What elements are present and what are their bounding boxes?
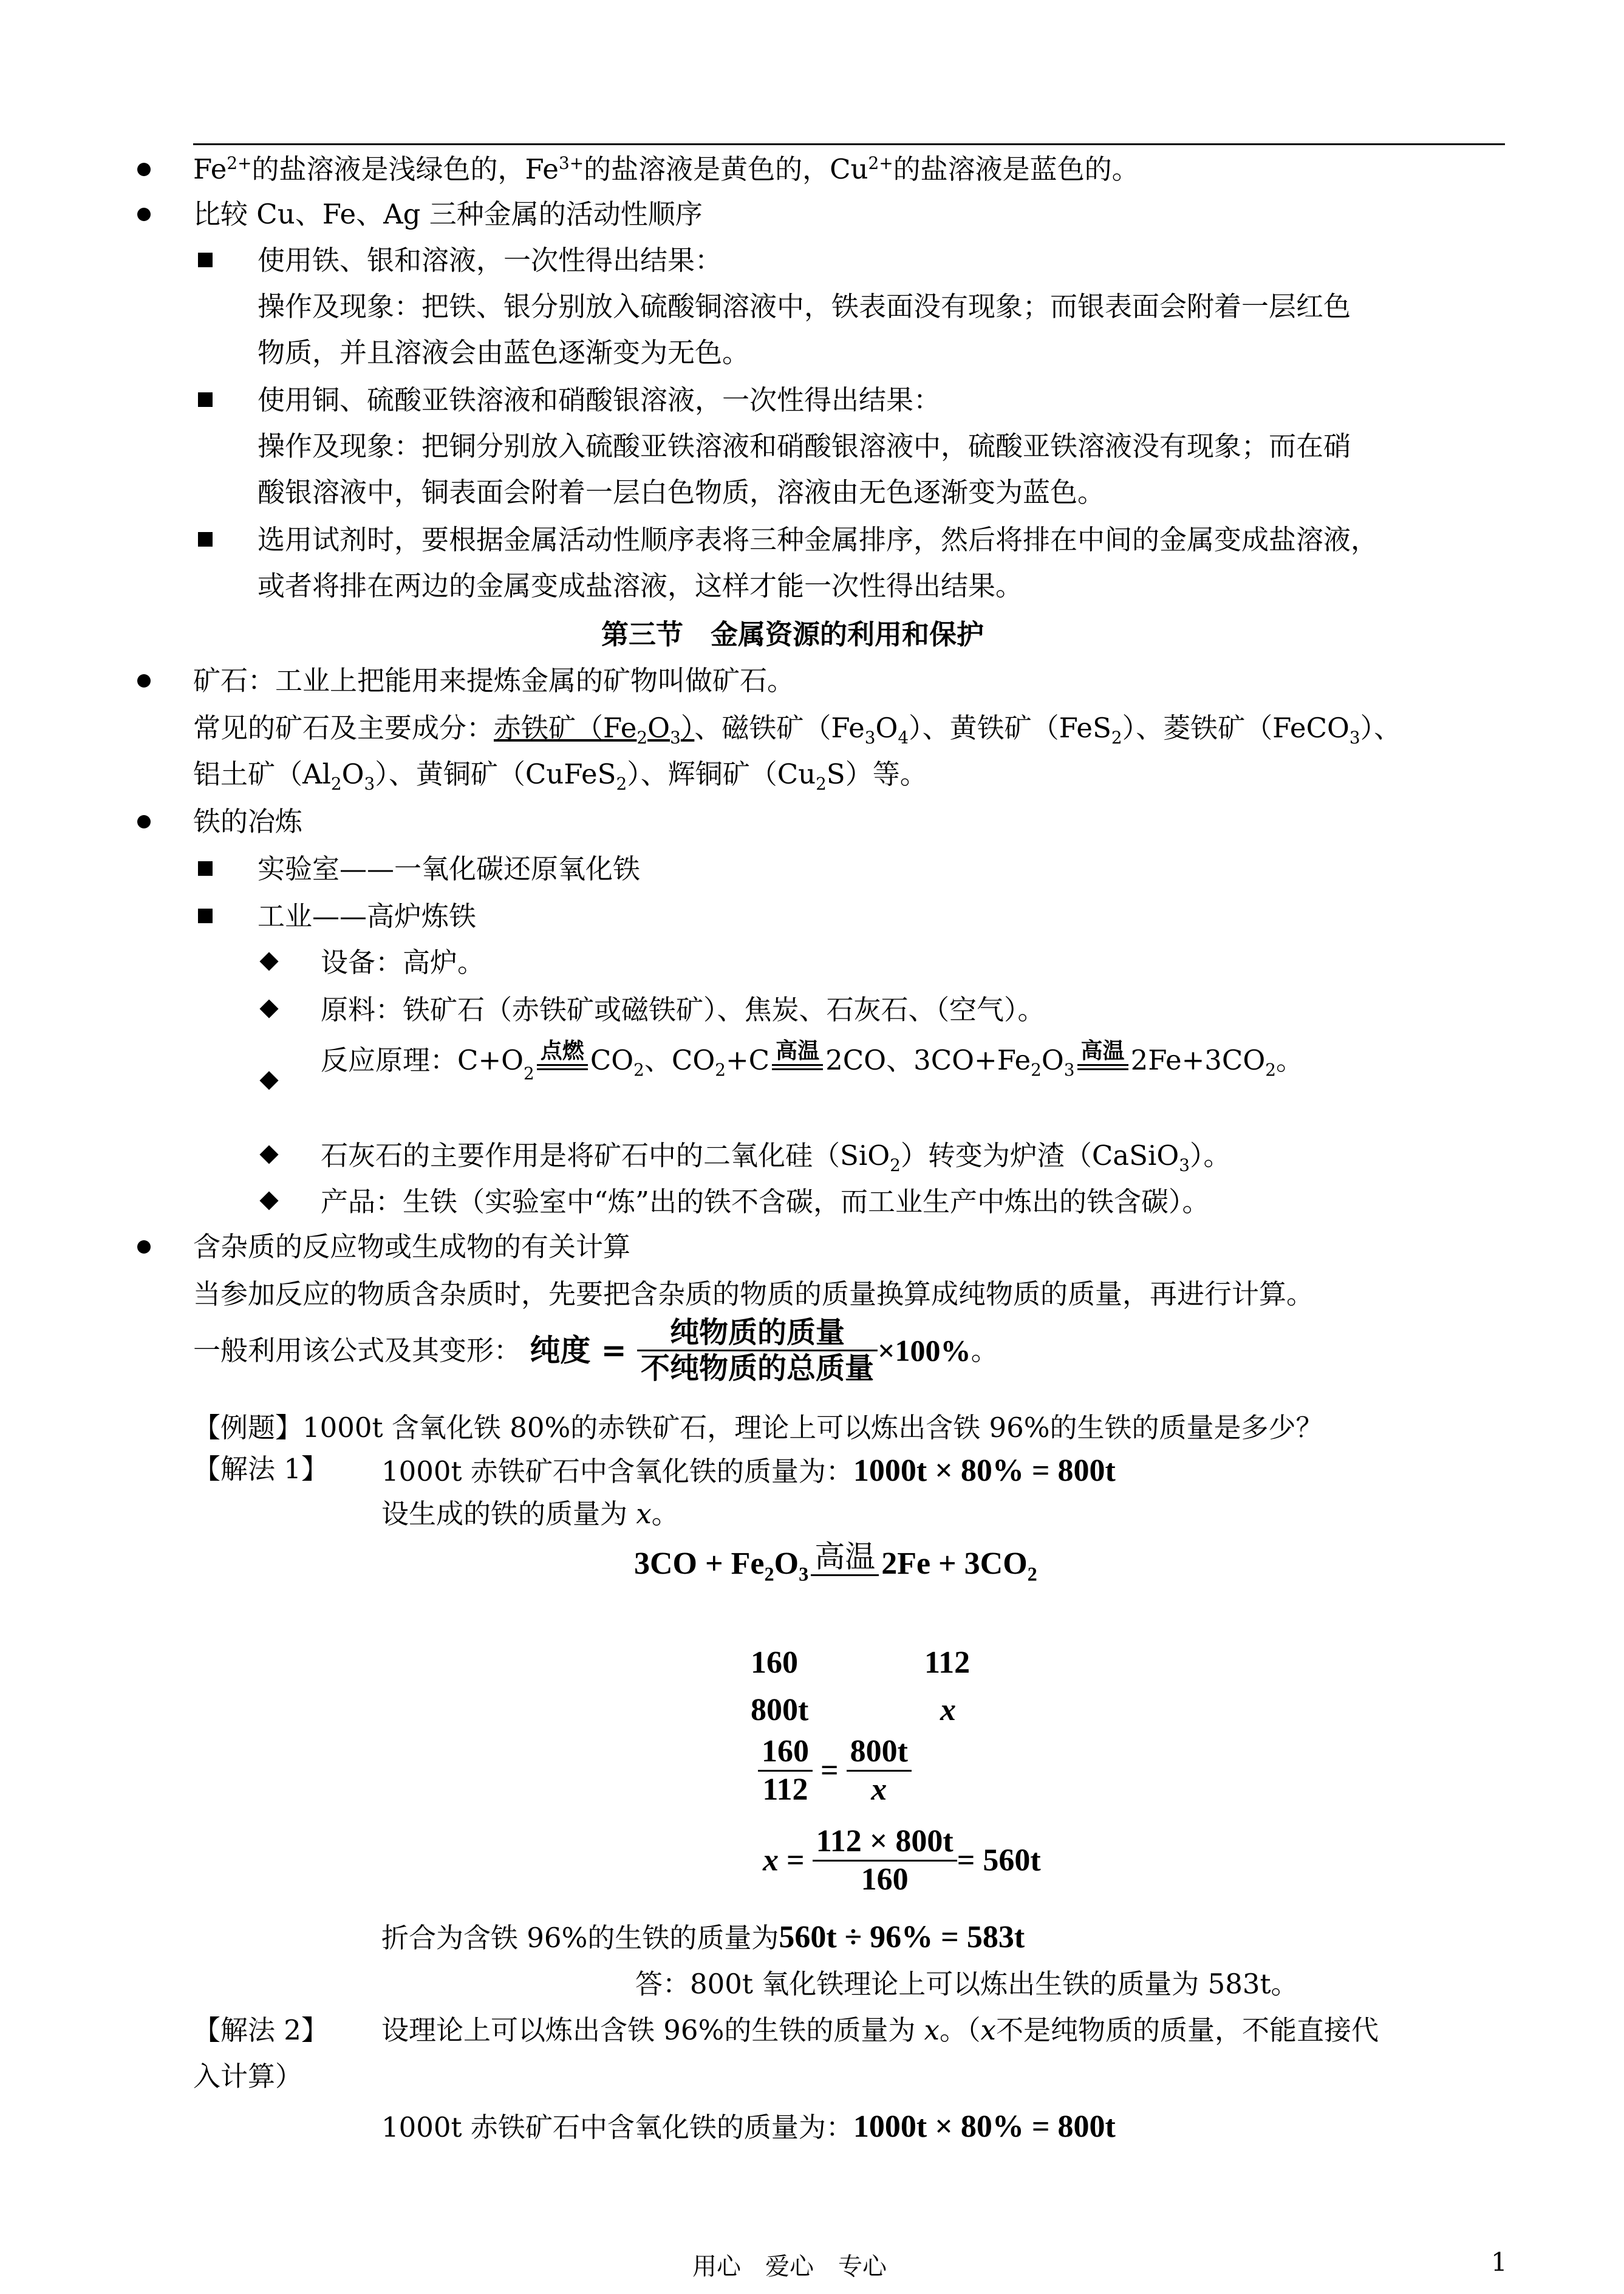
proportion-equation: $\frac{160}{112}$ = $\frac{800t}{x}$ [758,1736,912,1806]
square-bullet-icon [198,909,213,923]
text-line: 折合为含铁 96%的生铁的质量为560t ÷ 96% = 583t [381,1920,1025,1954]
text-line: 设生成的铁的质量为 x。 [381,1498,679,1530]
page-footer: 用心 爱心 专心 [692,2253,887,2281]
diamond-bullet-icon [259,952,278,971]
example-question: 【例题】1000t 含氧化铁 80%的赤铁矿石，理论上可以炼出含铁 96%的生铁的质量是多少？ [193,1412,1323,1444]
text-line: 操作及现象：把铜分别放入硫酸亚铁溶液和硝酸银溶液中，硫酸亚铁溶液没有现象；而在硝 [258,430,1351,462]
bullet-icon [137,208,151,221]
text-line: 矿石：工业上把能用来提炼金属的矿物叫做矿石。 [193,664,795,697]
answer-line: 答：800t 氧化铁理论上可以炼出生铁的质量为 583t。 [635,1968,1298,2000]
text-line: 设理论上可以炼出含铁 96%的生铁的质量为 x。（x不是纯物质的质量，不能直接代 [381,2014,1379,2046]
solve-equation: x = $\frac{112 \times 800t}{160}$ = 560t [763,1824,1041,1897]
text-line: 物质，并且溶液会由蓝色逐渐变为无色。 [258,336,750,369]
text-line: 选用试剂时，要根据金属活动性顺序表将三种金属排序，然后将排在中间的金属变成盐溶液， [258,524,1379,556]
text-line: 铝土矿$(Al_2O_3)$、黄铜矿（CuFeS$_2$）、辉铜矿$(Cu_2S)$等。 [193,758,927,794]
text-line: 产品：生铁（实验室中“炼”出的铁不含碳，而工业生产中炼出的铁含碳）。 [321,1186,1210,1218]
diamond-bullet-icon [259,1145,278,1164]
purity-fraction: $\frac{\text{纯物质的质量}}{\text{不纯物质的总质量}}$ [637,1318,878,1383]
text-line: 使用铁、银和溶液，一次性得出结果： [258,244,723,276]
text-line: 或者将排在两边的金属变成盐溶液，这样才能一次性得出结果。 [258,570,1023,602]
text-line: 常见的矿石及主要成分：赤铁矿$(Fe_2O_3)$、磁铁矿$(Fe_3O_4)$、黄铁矿（FeS$_2$）、菱铁矿（FeCO$_3$）、 [193,712,1402,748]
square-bullet-icon [198,253,213,267]
text-line: 操作及现象：把铁、银分别放入硫酸铜溶液中，铁表面没有现象；而银表面会附着一层红色 [258,290,1351,323]
text-line: 铁的冶炼 [193,805,303,838]
reaction-principle: 反应原理：C+O2 点燃 $CO_2$、$CO_2+C$ 高温 2CO、$3CO+Fe_2O_3$ 高温 $2Fe+3CO_2$。 [321,1038,1304,1084]
square-bullet-icon [198,392,213,407]
molar-mass-fe2o3: 160 [751,1645,798,1680]
page-number: 1 [1491,2247,1507,2277]
text-line: 原料：铁矿石（赤铁矿或磁铁矿）、焦炭、石灰石、（空气）。 [321,994,1045,1026]
diamond-bullet-icon [259,999,278,1018]
condition-high-temp: 高温 [772,1040,823,1074]
text-line: 工业——高炉炼铁 [258,900,477,932]
square-bullet-icon [198,532,213,547]
text-line: 使用铜、硫酸亚铁溶液和硝酸银溶液，一次性得出结果： [258,384,941,416]
text-line: 比较 Cu、Fe、Ag 三种金属的活动性顺序 [193,198,703,230]
text-line: 石灰石的主要作用是将矿石中的二氧化硅（SiO$_2$）转变为炉渣（CaSiO$_3$）。 [321,1139,1231,1175]
text-line: 当参加反应的物质含杂质时，先要把含杂质的物质的质量换算成纯物质的质量，再进行计算。 [193,1278,1314,1310]
equation-main: $3CO + Fe_2O_3$ 高温 $2Fe + 3CO_2$ [634,1540,1037,1585]
bullet-icon [137,674,151,688]
text-line: 设备：高炉。 [321,946,485,978]
text-line: 入计算） [193,2060,303,2092]
diamond-bullet-icon [259,1191,278,1210]
text-line: 酸银溶液中，铜表面会附着一层白色物质，溶液由无色逐渐变为蓝色。 [258,476,1105,508]
bullet-icon [137,815,151,828]
solution-1-label: 【解法 1】 [193,1453,329,1485]
text-line: 1000t 赤铁矿石中含氧化铁的质量为：1000t × 80% = 800t [381,1453,1116,1488]
text-line: $Fe^{2+}$的盐溶液是浅绿色的，$Fe^{3+}$的盐溶液是黄色的，$Cu^{2+}$的盐溶液是蓝色的。 [193,153,1139,185]
bullet-icon [137,163,151,176]
text-line: 实验室——一氧化碳还原氧化铁 [258,853,641,885]
purity-formula: 一般利用该公式及其变形： 纯度 = $\frac{\text{纯物质的质量}}{\text{不纯物质的总质量}}$ ×100%。 [193,1316,998,1385]
mass-fe-unknown: x [940,1693,956,1727]
molar-mass-fe: 112 [924,1645,971,1680]
condition-high-temp: 高温 [811,1541,879,1580]
condition-high-temp: 高温 [1077,1040,1128,1074]
diamond-bullet-icon [259,1071,278,1090]
solution-2-label: 【解法 2】 [193,2014,329,2046]
text-line: 含杂质的反应物或生成物的有关计算 [193,1231,631,1263]
bullet-icon [137,1240,151,1254]
text-line: 1000t 赤铁矿石中含氧化铁的质量为：1000t × 80% = 800t [381,2109,1116,2144]
square-bullet-icon [198,861,213,876]
mass-fe2o3: 800t [751,1693,809,1727]
condition-ignite: 点燃 [537,1040,588,1074]
header-rule [193,143,1505,145]
section-title: 第三节 金属资源的利用和保护 [601,618,984,650]
